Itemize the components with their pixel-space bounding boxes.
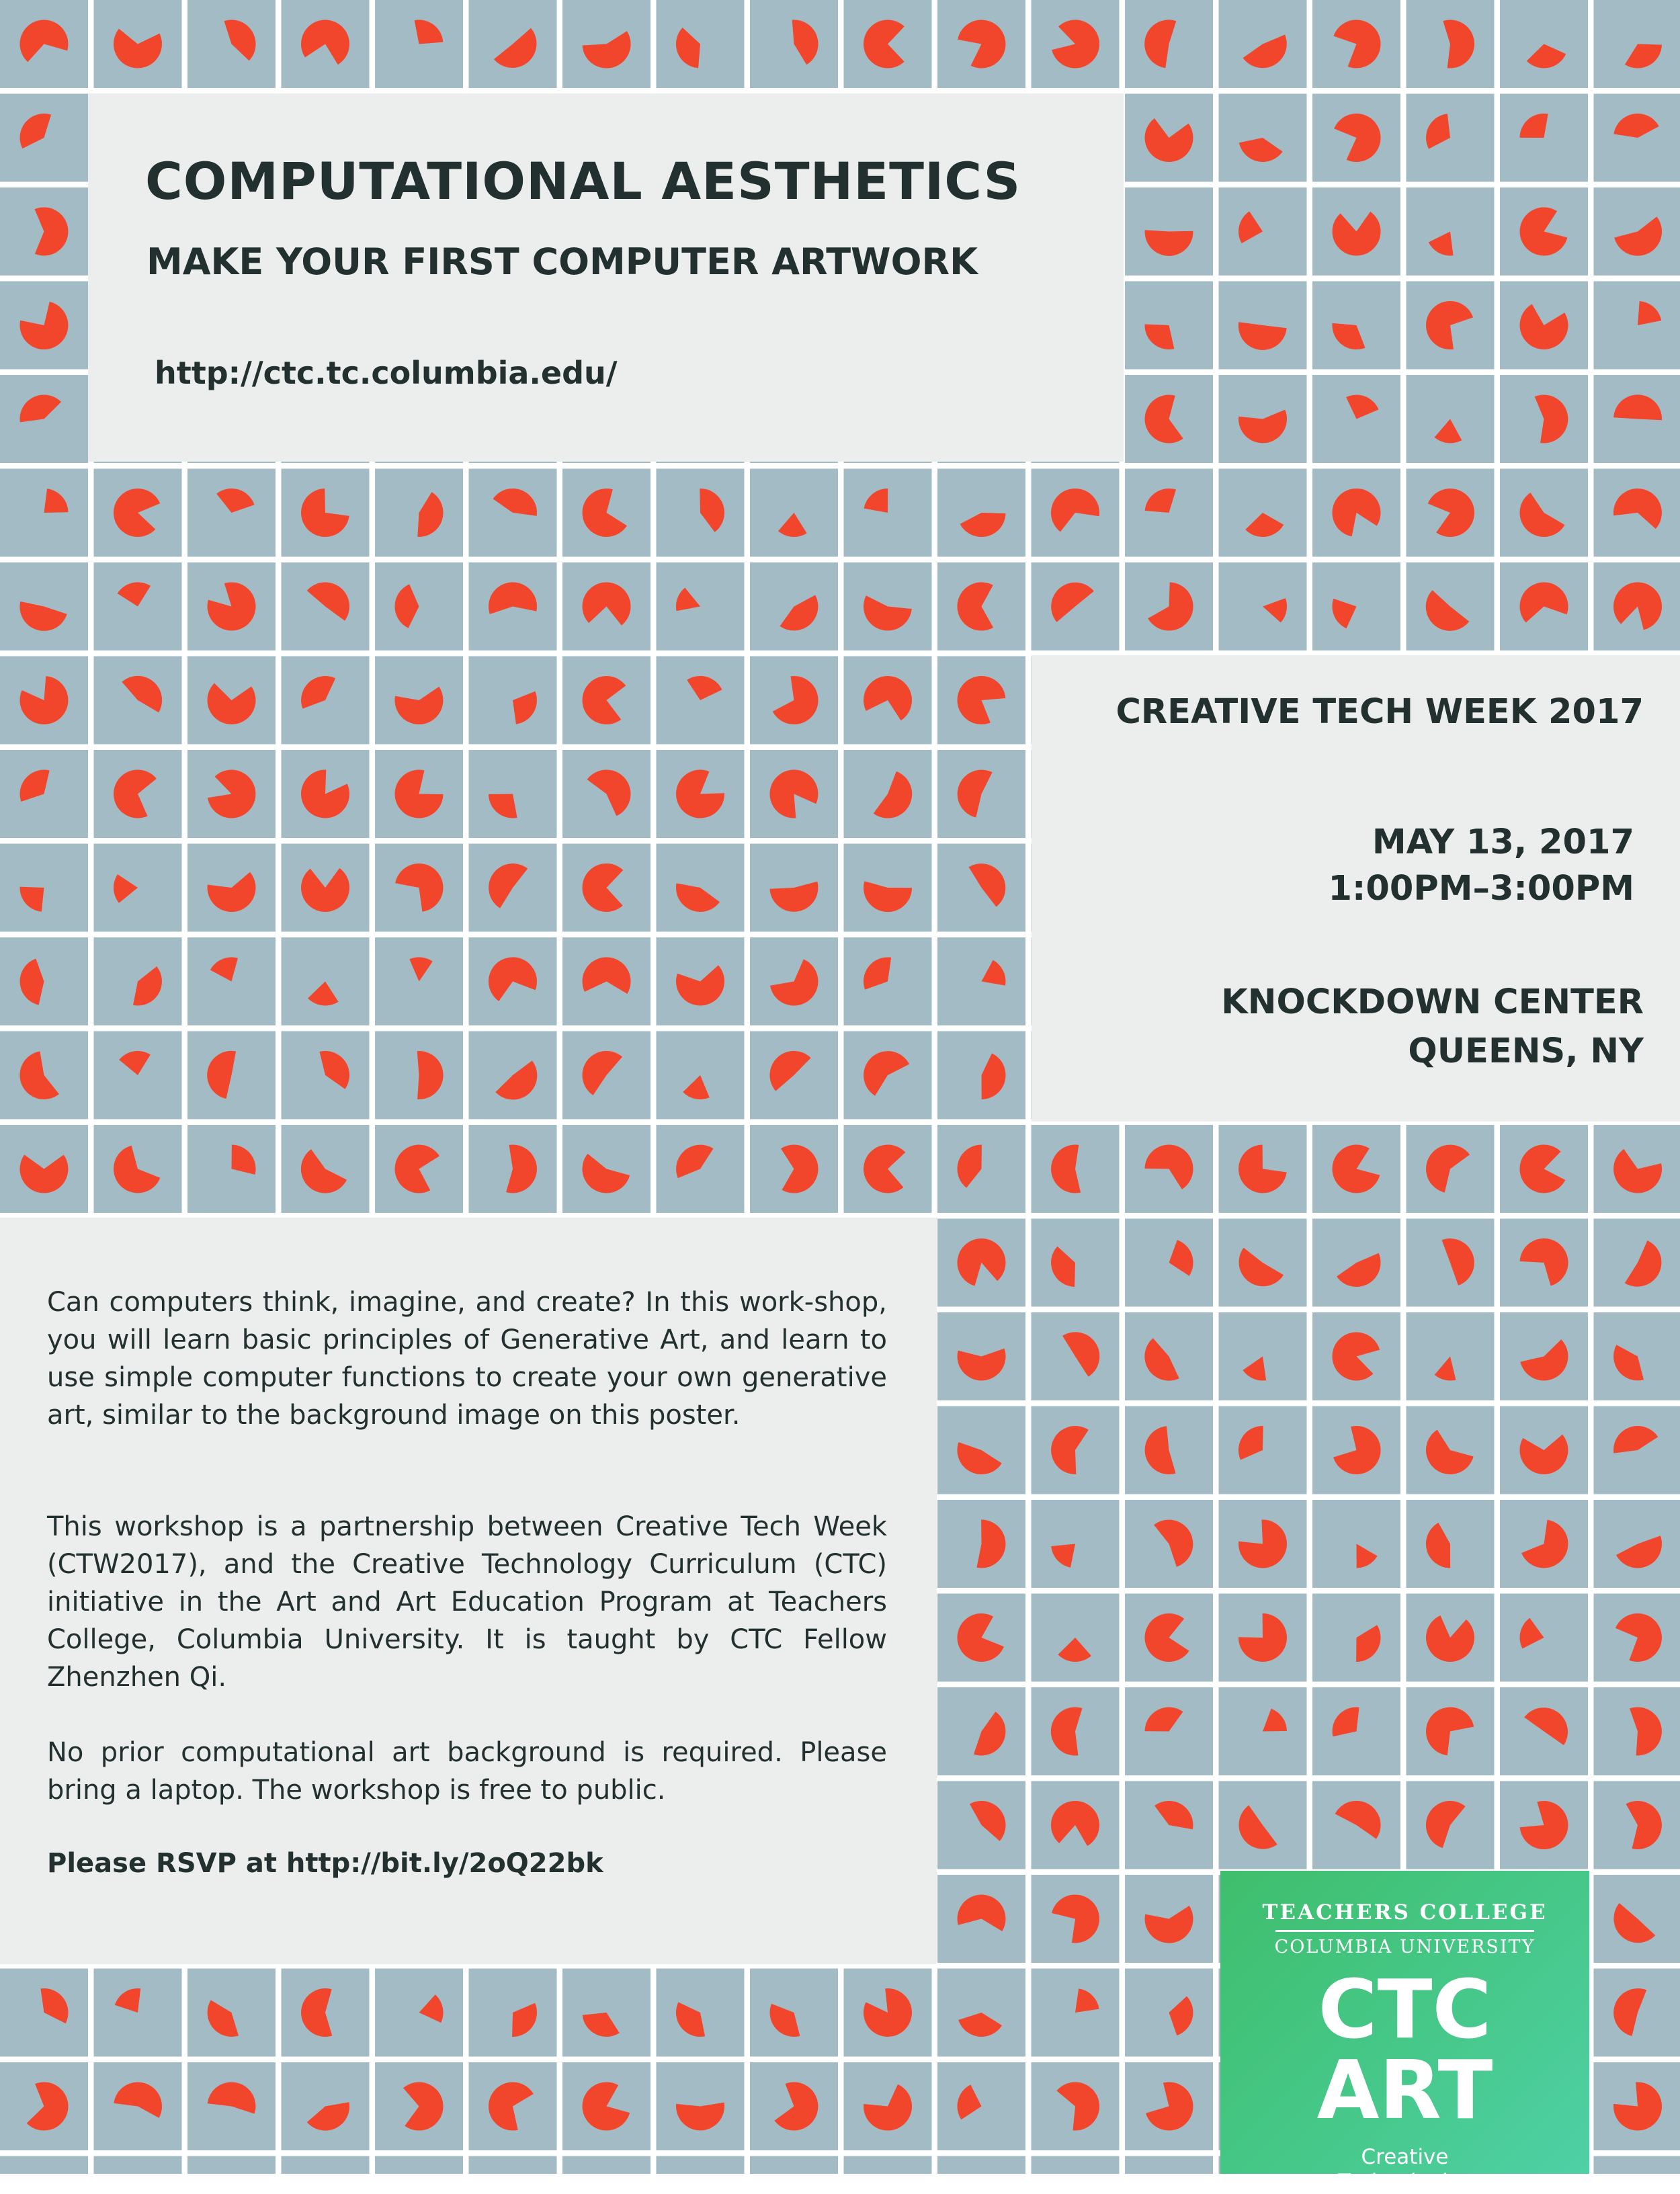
logo-institution: TEACHERS COLLEGE — [1220, 1900, 1589, 1925]
grid-tile — [375, 2156, 463, 2175]
logo-creative: Creative — [1220, 2145, 1589, 2169]
grid-tile — [1594, 1781, 1680, 1869]
logo-art: ART — [1220, 2051, 1589, 2132]
grid-tile — [469, 2156, 557, 2175]
logo-university: COLUMBIA UNIVERSITY — [1220, 1937, 1589, 1957]
grid-tile — [1594, 2156, 1680, 2175]
page-title: COMPUTATIONAL AESTHETICS — [145, 151, 1021, 211]
rsvp-link[interactable]: Please RSVP at http://bit.ly/2oQ22bk — [47, 1848, 603, 1879]
grid-tile — [187, 2156, 276, 2175]
event-name: CREATIVE TECH WEEK 2017 — [1116, 692, 1644, 732]
grid-tile — [1594, 1500, 1680, 1588]
event-date: MAY 13, 2017 — [1372, 822, 1634, 862]
website-link[interactable]: http://ctc.tc.columbia.edu/ — [155, 355, 618, 391]
grid-tile — [94, 2156, 182, 2175]
grid-tile — [1594, 1594, 1680, 1682]
logo-ctc: CTC — [1220, 1970, 1589, 2051]
grid-tile — [1594, 1687, 1680, 1775]
grid-tile — [1594, 375, 1680, 463]
page-subtitle: MAKE YOUR FIRST COMPUTER ARTWORK — [146, 241, 978, 283]
description-paragraph-3: No prior computational art background is required. Please bring a laptop. The workshop is free to public. — [47, 1734, 887, 1809]
grid-tile — [1594, 0, 1680, 88]
grid-tile — [1594, 1219, 1680, 1307]
description-paragraph-2: This workshop is a partnership between Creative Tech Week (CTW2017), and the Creative Technology Curriculum (CTC) initiative in the Art and Art Education Program at Teachers College, Columbia University. It is taught by CTC Fellow Zhenzhen Qi. — [47, 1508, 887, 1696]
grid-tile — [1032, 2156, 1120, 2175]
grid-tile — [1594, 282, 1680, 370]
grid-tile — [937, 2156, 1025, 2175]
grid-tile — [282, 2156, 370, 2175]
grid-tile — [0, 2156, 88, 2175]
logo-divider — [1275, 1930, 1534, 1932]
event-location: QUEENS, NY — [1408, 1031, 1644, 1071]
ctc-art-logo — [1220, 1871, 1589, 2174]
grid-tile — [750, 2156, 838, 2175]
grid-tile — [657, 2156, 745, 2175]
grid-tile — [844, 2156, 932, 2175]
grid-tile — [1594, 94, 1680, 182]
grid-tile — [1594, 187, 1680, 276]
logo-technologies: Technologies — [1220, 2170, 1589, 2194]
event-time: 1:00PM–3:00PM — [1329, 869, 1634, 909]
event-venue: KNOCKDOWN CENTER — [1221, 982, 1644, 1022]
description-paragraph-1: Can computers think, imagine, and create? In this work-shop, you will learn basic principles of Generative Art, and learn to use simple computer functions to create your own generative art, similar to the background image on this poster. — [47, 1283, 887, 1434]
grid-tile — [1125, 2156, 1213, 2175]
grid-tile — [562, 2156, 650, 2175]
